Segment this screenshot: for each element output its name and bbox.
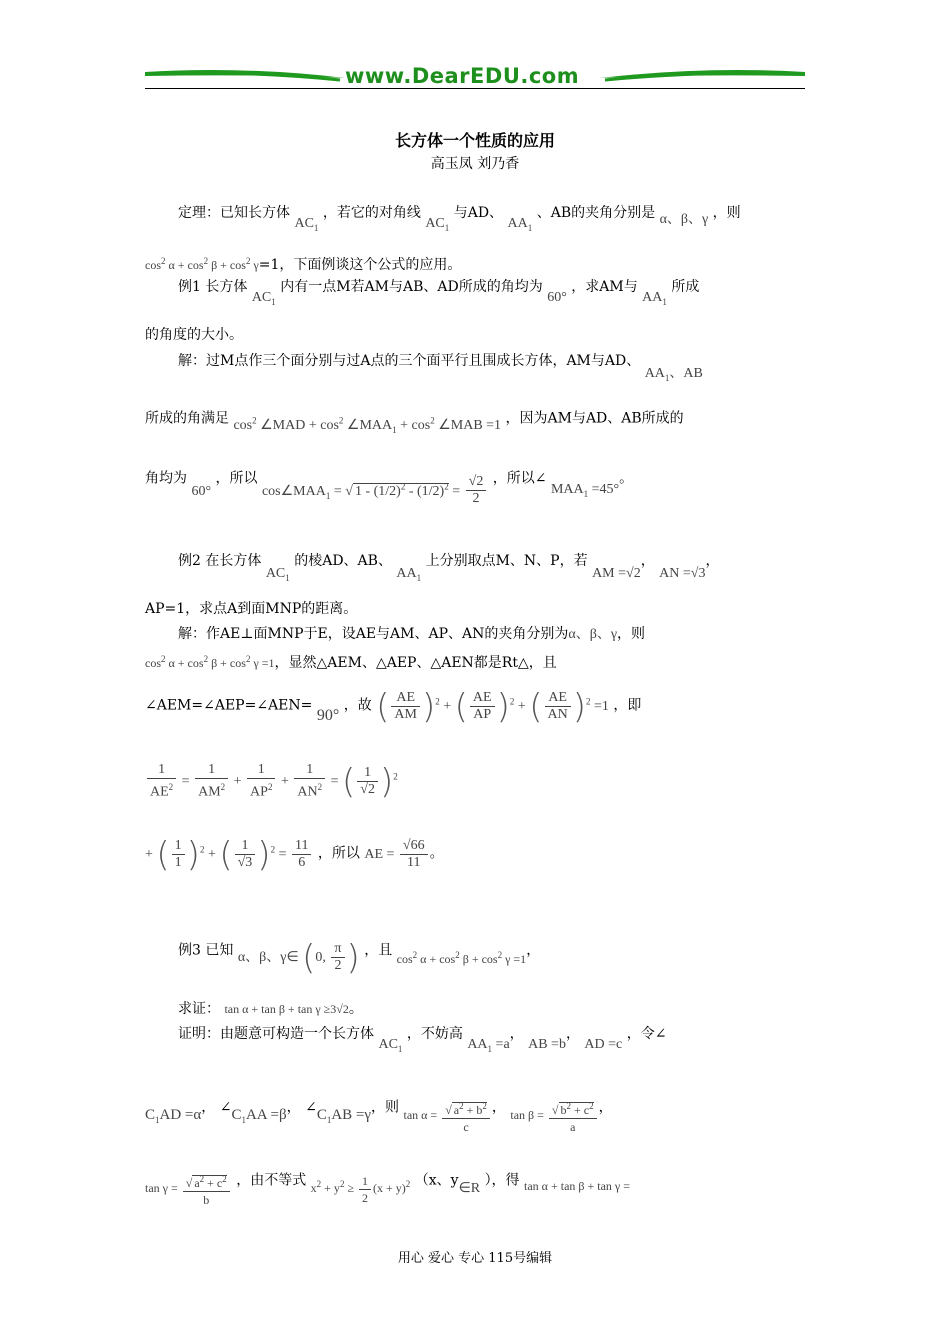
footer: 用心 爱心 专心 115号编辑 <box>397 1251 553 1266</box>
example1-line-2: 的角度的大小。 <box>145 327 243 343</box>
solution2-line-5: + ( $\frac{1}{1}$ )$^2$ + ( $\frac{1}{√3}$ )$^2$ = $\frac{11}{6}$ ，所以 AE = $\frac{√66}{11}$ 。 <box>145 834 444 875</box>
proof-line-3: tan γ = $\frac{√ a^2 + c^2}{b}$ ，由不等式 $x^2 + y^2$ ≥ $\frac{1}{2}$ $(x + y)^2$ （x、y∈R ），得 tan α + tan β + tan γ = <box>145 1172 630 1207</box>
example1-line-1: 例1 长方体 $AC_1$ 内有一点M若AM与AB、AD所成的角均为 60° ，求AM与 $AA_1$ 所成 <box>178 279 700 307</box>
solution1-line-2: 所成的角满足 $\cos^2$ ∠MAD + $\cos^2$ $\angle MAA_1 + \cos^2$ ∠MAB =1 ，因为AM与AD、AB所成的 <box>145 410 684 435</box>
example2-line-1: 例2 在长方体 $AC_1$ 的棱AD、AB、 $AA_1$ 上分别取点M、N、P，若 AM =√2， AN =√3， <box>178 553 720 583</box>
header-rule <box>145 88 805 89</box>
solution2-line-2: $\cos^2 \alpha + \cos^2 \beta + \cos^2 \gamma =1$，显然△AEM、△AEP、△AEN都是Rt△，且 <box>145 654 557 671</box>
site-logo[interactable]: www.DearEDU.com <box>345 64 580 88</box>
solution2-line-3: ∠AEM=∠AEP=∠AEN= 90° ，故 ( $\frac{AE}{AM}$ )$^2$ + ( $\frac{AE}{AP}$ )$^2$ + ( $\frac{AE}{AN}$ )$^2$ =1 ，即 <box>145 686 642 727</box>
solution2-line-1: 解：作AE⊥面MNP于E，设AE与AM、AP、AN的夹角分别为α、β、γ，则 <box>178 626 646 642</box>
author: 高玉凤 刘乃香 <box>430 156 520 172</box>
proof-line-2: $C_1AD =\alpha$， $\angle C_1AA =\beta$， $\angle C_1AB =\gamma$，则 tan α = $\frac{√ a^2 + b^2}{c}$ ， tan β = $\frac{√ b^2 + c^2}{a}$ ， <box>145 1099 613 1134</box>
theorem-line-1: 定理：已知长方体 $AC_1$ ，若它的对角线 $AC_1$ 与AD、 $AA_1$ 、AB的夹角分别是 α、β、γ ，则 <box>178 205 741 233</box>
solution2-line-4: $\frac{1}{AE^2}$ = $\frac{1}{AM^2}$ + $\frac{1}{AP^2}$ + $\frac{1}{AN^2}$ = ( $\frac{1}{√2}$ )$^2$ <box>145 762 398 801</box>
solution1-line-3: 角均为 60° ，所以 $\cos\angle MAA_1$ = √ $1 - (1/2)^2 - (1/2)^2$ = $\frac{√2}{2}$ ，所以∠ $MAA_1 =45^\circ$。 <box>145 470 634 506</box>
example2-line-2: AP=1，求点A到面MNP的距离。 <box>145 601 358 617</box>
page-title: 长方体一个性质的应用 <box>394 131 555 150</box>
solution1-line-1: 解：过M点作三个面分别与过A点的三个面平行且围成长方体，AM与AD、 $AA_1$、AB <box>178 353 703 383</box>
prove-line: 求证： tan α + tan β + tan γ ≥3√2。 <box>178 1001 363 1017</box>
theorem-line-2: $\cos^2 \alpha + \cos^2 \beta + \cos^2 \gamma=1$，下面例谈这个公式的应用。 <box>145 256 462 273</box>
example3-line-1: 例3 已知 α、β、γ∈ (0, $\frac{\pi}{2}$ ) ，且 $\cos^2 \alpha + \cos^2 \beta + \cos^2 \gamma =1$， <box>178 937 541 978</box>
proof-line-1: 证明：由题意可构造一个长方体 $AC_1$ ，不妨高 $AA_1 =a$， AB =b， AD =c ，令∠ <box>178 1026 667 1054</box>
